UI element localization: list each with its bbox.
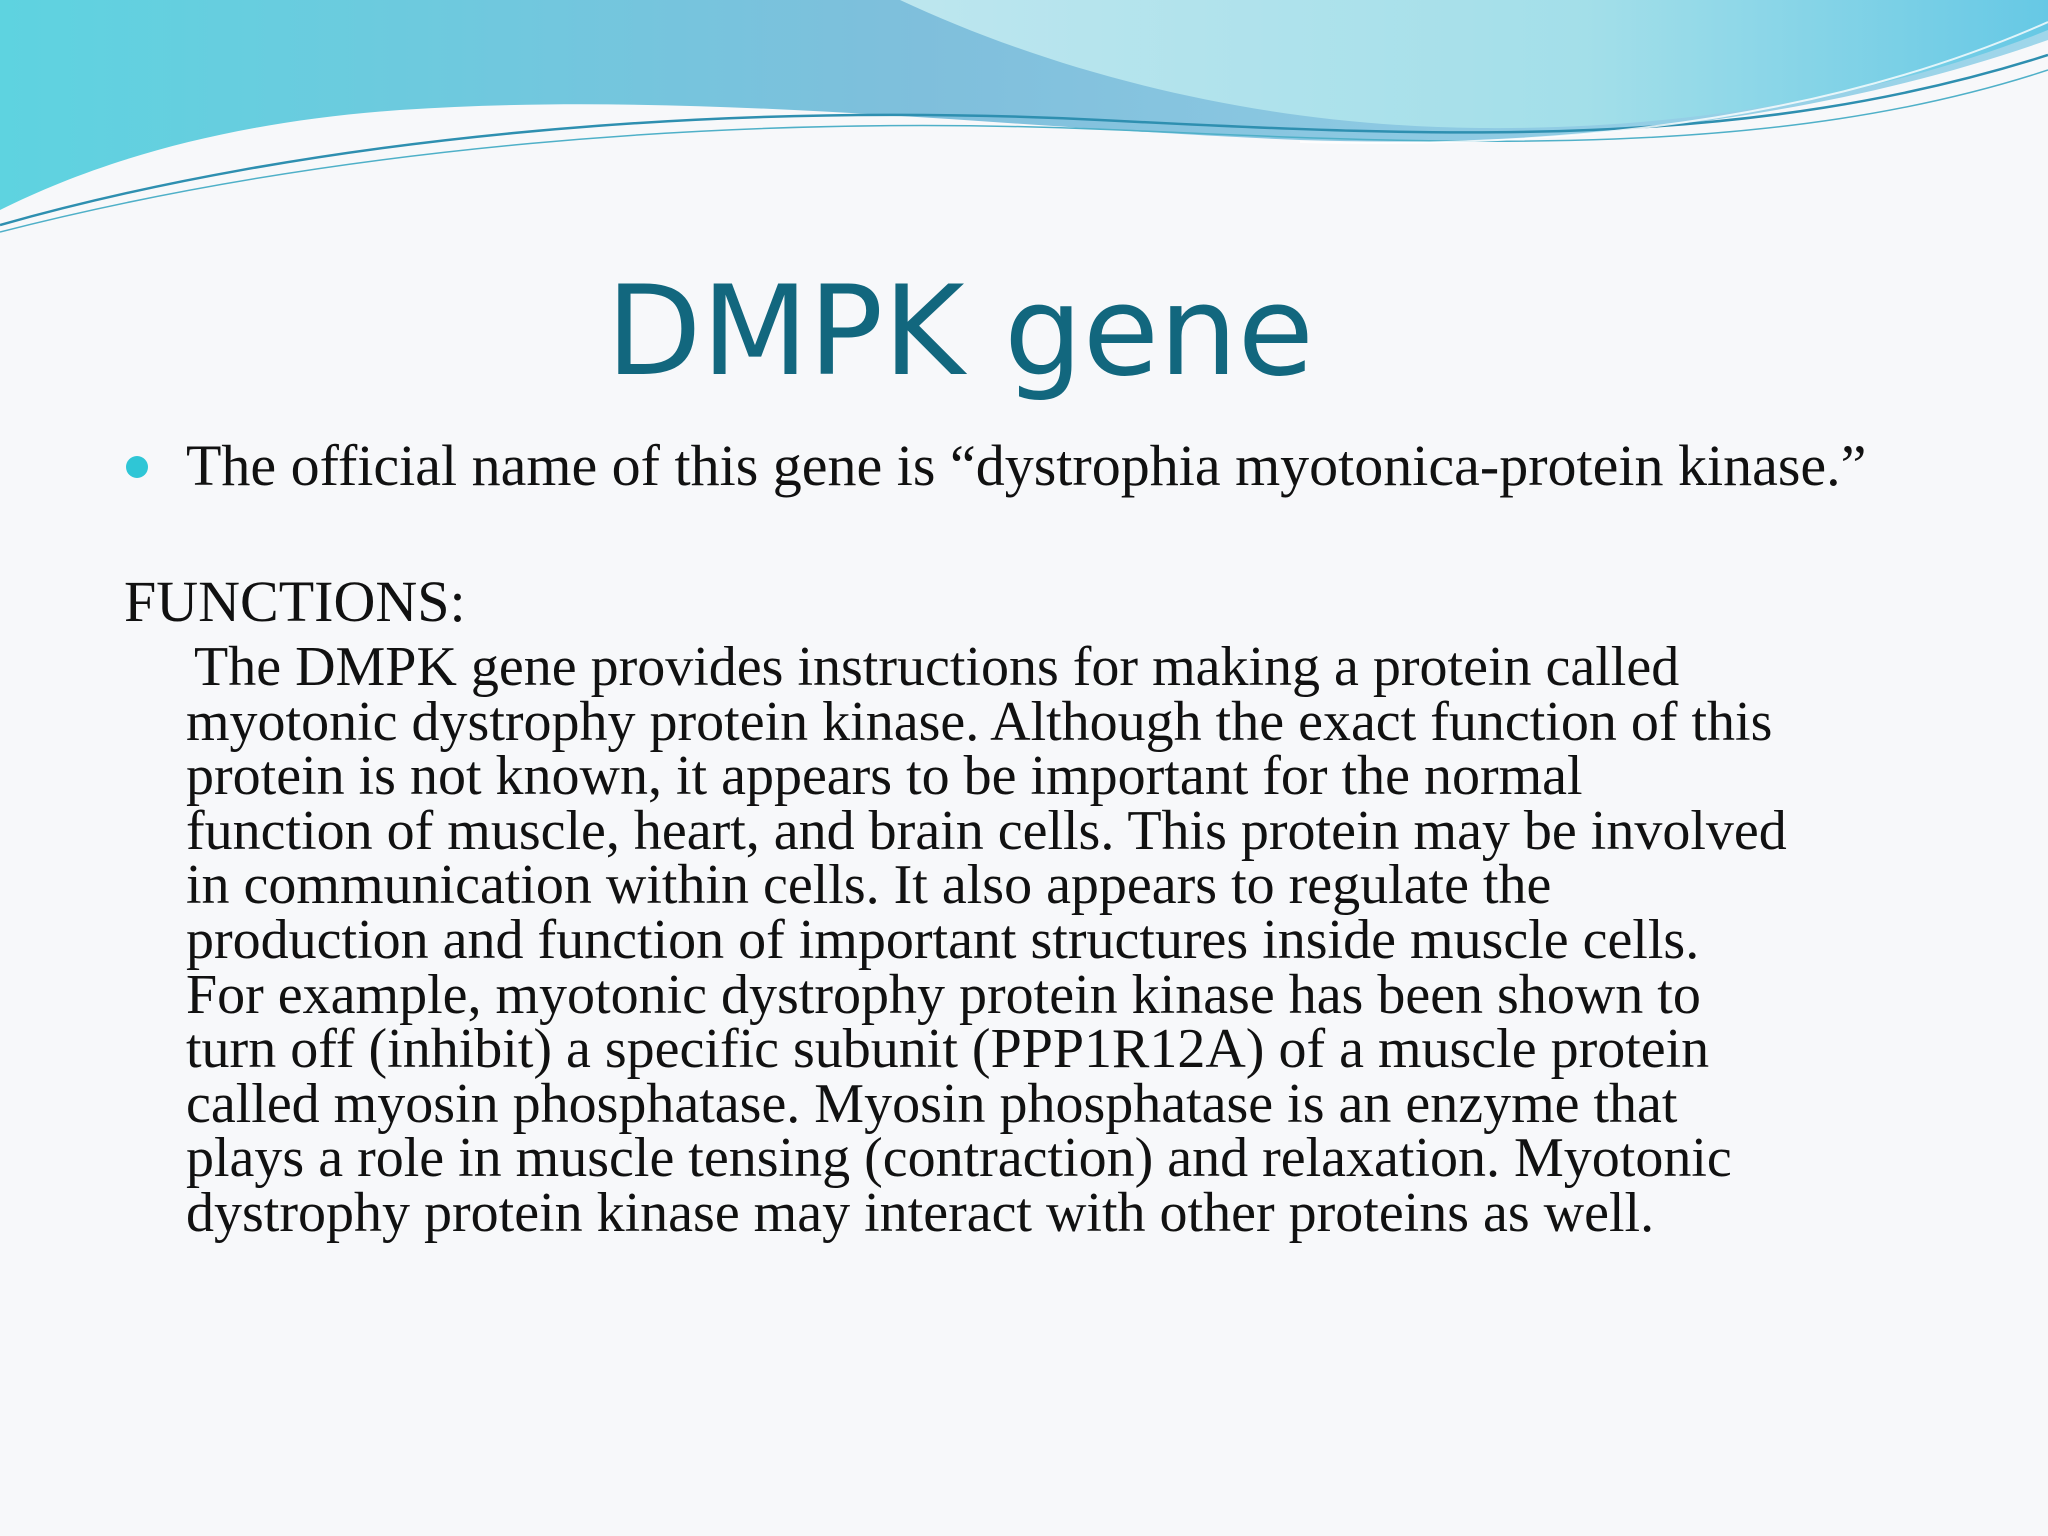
bullet-dot-icon <box>126 456 148 478</box>
paragraph-line: called myosin phosphatase. Myosin phosphatase is an enzyme that <box>186 1072 1678 1135</box>
paragraph-line: myotonic dystrophy protein kinase. Although the exact function of this <box>186 690 1773 753</box>
paragraph-line: dystrophy protein kinase may interact with other proteins as well. <box>186 1181 1655 1244</box>
slide-title: DMPK gene <box>606 260 1314 404</box>
wave-decoration <box>0 0 2048 240</box>
functions-paragraph <box>186 636 1986 1244</box>
paragraph-line: For example, myotonic dystrophy protein kinase has been shown to <box>186 963 1701 1026</box>
paragraph-line: turn off (inhibit) a specific subunit (PPP1R12A) of a muscle protein <box>186 1018 1710 1081</box>
section-heading: FUNCTIONS: <box>124 569 466 634</box>
bullet-text: The official name of this gene is “dystrophia myotonica-protein kinase.” <box>186 433 1867 498</box>
paragraph-line: in communication within cells. It also appears to regulate the <box>186 854 1552 917</box>
paragraph-line: protein is not known, it appears to be important for the normal <box>186 745 1583 808</box>
paragraph-line: function of muscle, heart, and brain cells. This protein may be involved <box>186 799 1787 862</box>
paragraph-line: The DMPK gene provides instructions for making a protein called <box>194 636 1680 698</box>
paragraph-line: production and function of important structures inside muscle cells. <box>186 908 1700 971</box>
paragraph-line: plays a role in muscle tensing (contraction) and relaxation. Myotonic <box>186 1127 1732 1190</box>
bullet-item <box>126 434 1986 498</box>
